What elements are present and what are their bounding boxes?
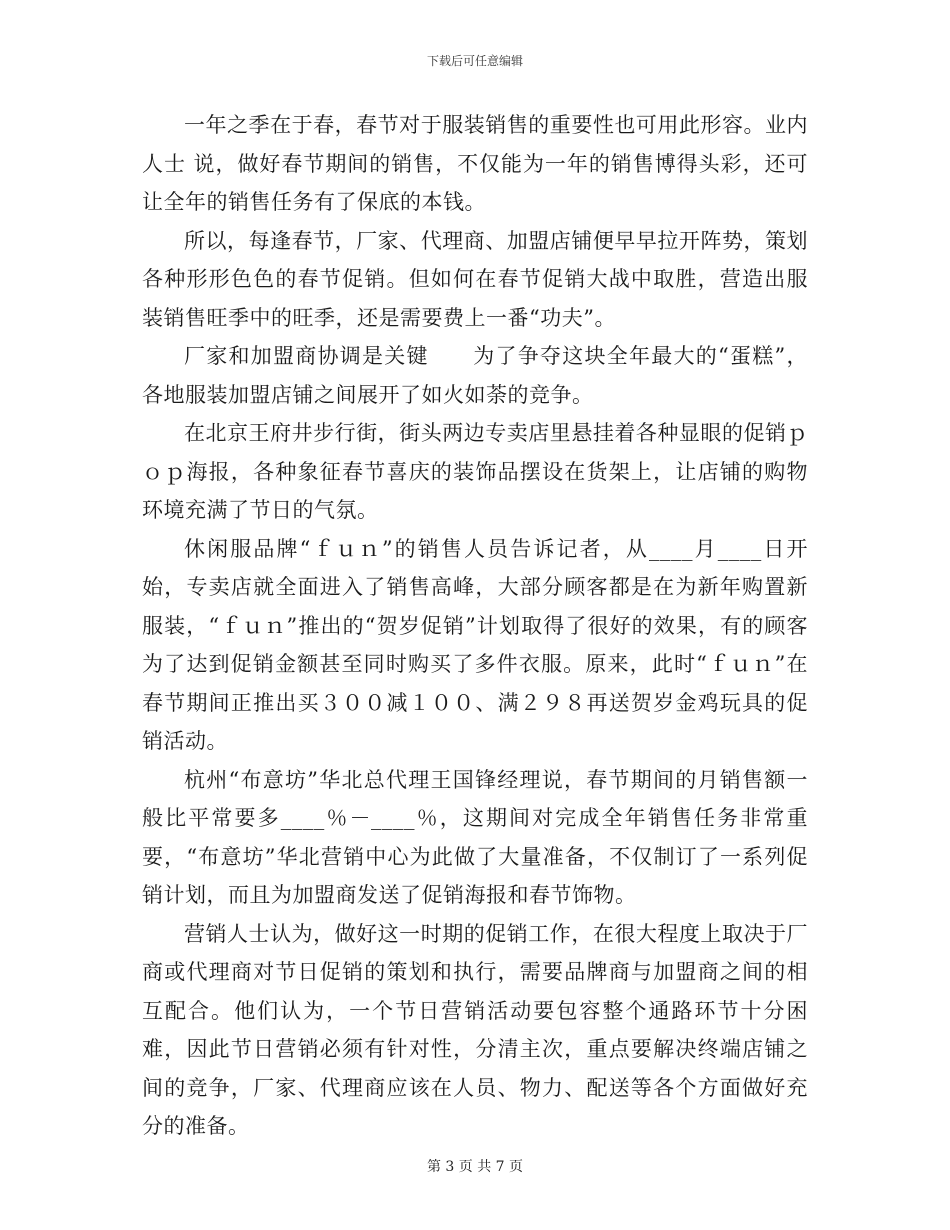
paragraph: 休闲服品牌“ｆｕｎ”的销售人员告诉记者，从____月____日开始，专卖店就全面进入了销售高峰，大部分顾客都是在为新年购置新服装，“ｆｕｎ”推出的“贺岁促销”计划取得了很好的效果，有的顾客为了达到促销金额甚至同时购买了多件衣服。原来，此时“ｆｕｎ”在春节期间正推出买３００减１００、满２９８再送贺岁金鸡玩具的促销活动。 bbox=[142, 536, 808, 753]
paragraph: 所以，每逢春节，厂家、代理商、加盟店铺便早早拉开阵势，策划各种形形色色的春节促销。但如何在春节促销大战中取胜，营造出服装销售旺季中的旺季，还是需要费上一番“功夫”。 bbox=[142, 228, 808, 330]
paragraph: 营销人士认为，做好这一时期的促销工作，在很大程度上取决于厂商或代理商对节日促销的策划和执行，需要品牌商与加盟商之间的相互配合。他们认为，一个节日营销活动要包容整个通路环节十分困难，因此节日营销必须有针对性，分清主次，重点要解决终端店铺之间的竞争，厂家、代理商应该在人员、物力、配送等各个方面做好充分的准备。 bbox=[142, 921, 808, 1138]
paragraph: 一年之季在于春，春节对于服装销售的重要性也可用此形容。业内人士 说，做好春节期间的销售，不仅能为一年的销售博得头彩，还可让全年的销售任务有了保底的本钱。 bbox=[142, 113, 808, 214]
paragraph: 在北京王府井步行街，街头两边专卖店里悬挂着各种显眼的促销ｐｏｐ海报，各种象征春节喜庆的装饰品摆设在货架上，让店铺的购物环境充满了节日的气氛。 bbox=[142, 421, 808, 522]
page-footer: 第 3 页 共 7 页 bbox=[426, 1159, 524, 1175]
paragraph: 杭州“布意坊”华北总代理王国锋经理说，春节期间的月销售额一般比平常要多____％－____％，这期间对完成全年销售任务非常重要，“布意坊”华北营销中心为此做了大量准备，不仅制订了一系列促销计划，而且为加盟商发送了促销海报和春节饰物。 bbox=[142, 767, 808, 907]
paragraph: 厂家和加盟商协调是关键 为了争夺这块全年最大的“蛋糕”，各地服装加盟店铺之间展开了如火如荼的竞争。 bbox=[142, 344, 808, 407]
page-header: 下载后可任意编辑 bbox=[426, 54, 523, 68]
document-body bbox=[142, 106, 808, 1146]
